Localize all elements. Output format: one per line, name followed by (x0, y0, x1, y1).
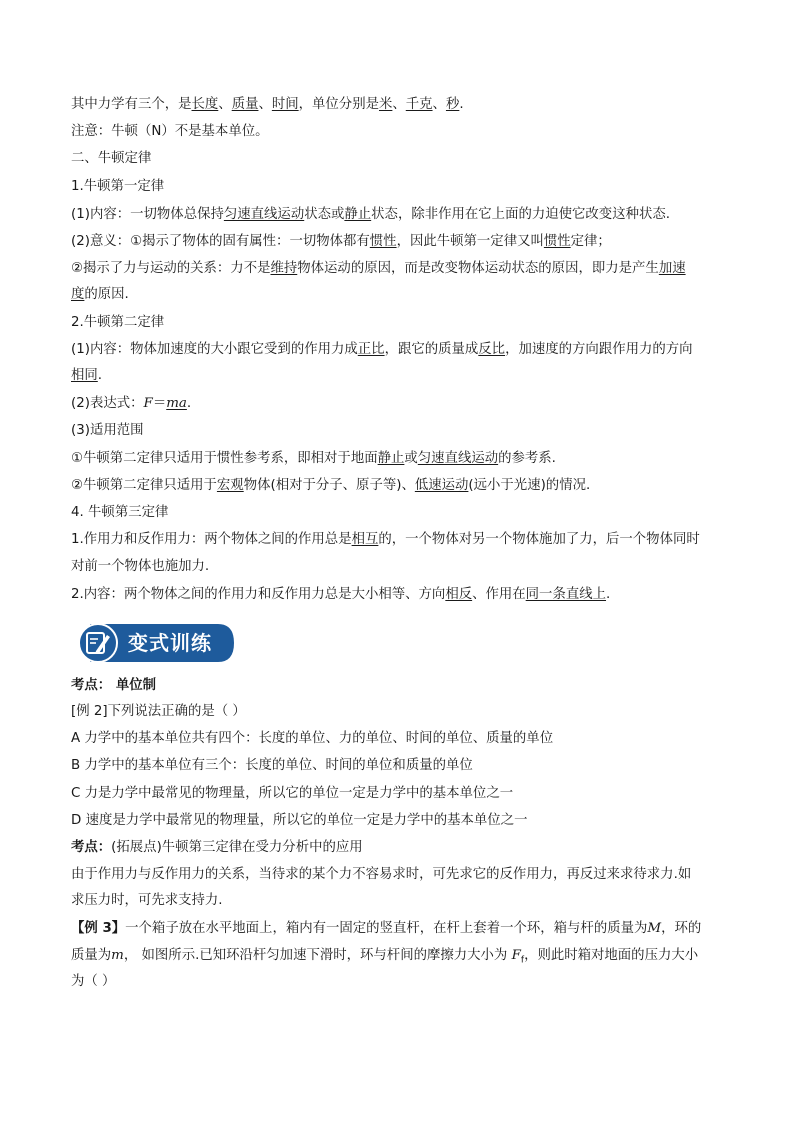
line-second-law-content-cont: 相同. (71, 368, 103, 383)
option-c: C 力是力学中最常见的物理量，所以它的单位一定是力学中的基本单位之一 (71, 786, 514, 801)
pencil-note-icon (79, 624, 117, 662)
example-3-text-cont: 质量为m， 如图所示.已知环沿杆匀加速下滑时，环与杆间的摩擦力大小为 $F_f$，则此时箱对地面的压力大小 (71, 948, 699, 966)
option-d: D 速度是力学中最常见的物理量，所以它的单位一定是力学中的基本单位之一 (71, 813, 528, 828)
line-force-motion-cont: 度的原因. (71, 287, 129, 302)
line-action-reaction-cont: 对前一个物体也施加力. (71, 559, 210, 574)
line-explanation: 由于作用力与反作用力的关系，当待求的某个力不容易求时，可先求它的反作用力，再反过来求待求力.如 (71, 867, 692, 882)
subheading-first-law: 1.牛顿第一定律 (71, 179, 165, 194)
line-second-law-content: (1)内容：物体加速度的大小跟它受到的作用力成正比，跟它的质量成反比，加速度的方向跟作用力的方向 (71, 342, 693, 357)
line-third-law-content: 2.内容：两个物体之间的作用力和反作用力总是大小相等、方向相反、作用在同一条直线上. (71, 587, 611, 602)
line-explanation-cont: 求压力时，可先求支持力. (71, 893, 223, 908)
subheading-third-law: 4. 牛顿第三定律 (71, 505, 169, 520)
section-heading-newton-laws: 二、牛顿定律 (71, 151, 152, 166)
line-note-newton: 注意：牛顿（N）不是基本单位。 (71, 124, 269, 139)
line-scope-inertial: ①牛顿第二定律只适用于惯性参考系，即相对于地面静止或匀速直线运动的参考系. (71, 451, 556, 466)
line-action-reaction: 1.作用力和反作用力：两个物体之间的作用总是相互的，一个物体对另一个物体施加了力，后一个物体同时 (71, 532, 700, 547)
topic-third-law-application: 考点：(拓展点)牛顿第三定律在受力分析中的应用 (71, 840, 363, 855)
example-3-text: 【例 3】一个箱子放在水平地面上，箱内有一固定的竖直杆，在杆上套着一个环，箱与杆的质量为M，环的 (71, 921, 702, 936)
line-first-law-content: (1)内容：一切物体总保持匀速直线运动状态或静止状态，除非作用在它上面的力迫使它改变这种状态. (71, 207, 671, 222)
topic-unit-system: 考点： 单位制 (71, 678, 157, 693)
option-b: B 力学中的基本单位有三个：长度的单位、时间的单位和质量的单位 (71, 758, 473, 773)
option-a: A 力学中的基本单位共有四个：长度的单位、力的单位、时间的单位、质量的单位 (71, 731, 554, 746)
subheading-second-law: 2.牛顿第二定律 (71, 315, 165, 330)
line-scope-heading: (3)适用范围 (71, 423, 144, 438)
line-scope-macro: ②牛顿第二定律只适用于宏观物体(相对于分子、原子等)、低速运动(远小于光速)的情况. (71, 478, 591, 493)
line-first-law-meaning: (2)意义：①揭示了物体的固有属性：一切物体都有惯性，因此牛顿第一定律又叫惯性定律； (71, 234, 611, 249)
line-formula: (2)表达式：F＝ma. (71, 396, 192, 411)
example-2-question: [例 2]下列说法正确的是（ ） (71, 704, 246, 719)
line-force-motion: ②揭示了力与运动的关系：力不是维持物体运动的原因，而是改变物体运动状态的原因，即力是产生加速 (71, 261, 686, 276)
banner-title: 变式训练 (128, 631, 212, 655)
line-mechanics-units: 其中力学有三个，是长度、质量、时间，单位分别是米、千克、秒. (71, 97, 464, 112)
example-3-answer-blank: 为（ ） (71, 974, 116, 989)
